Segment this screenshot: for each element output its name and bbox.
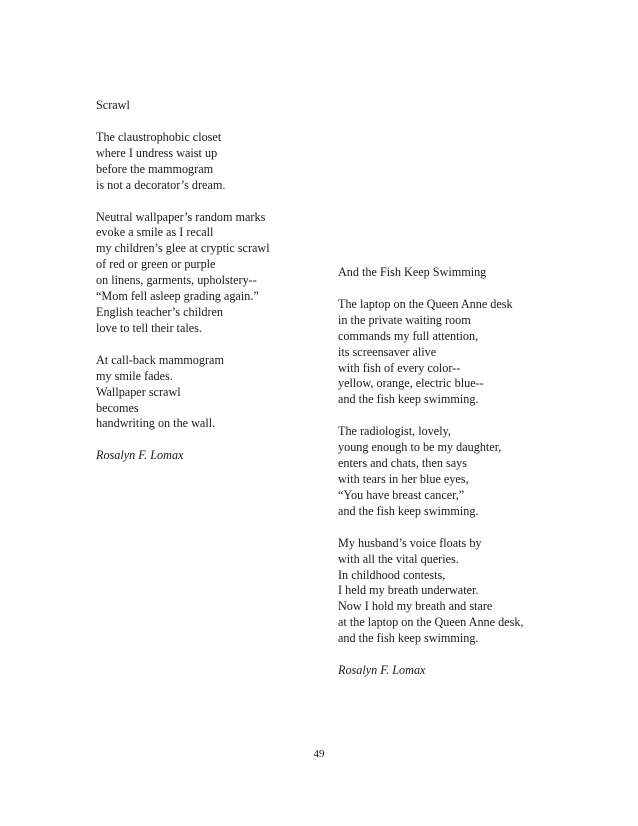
poem-line: Wallpaper scrawl [96,384,181,399]
poem-and-the-fish-keep-swimming [338,265,598,679]
poem-line: and the fish keep swimming. [338,392,479,407]
poem-line: with all the vital queries. [338,551,459,566]
poem-line: where I undress waist up [96,145,218,160]
poem-line: yellow, orange, electric blue-- [338,376,484,391]
poem-line: commands my full attention, [338,328,479,343]
poem-line: “Mom fell asleep grading again.” [96,289,259,304]
poem-line: young enough to be my daughter, [338,440,502,455]
poem-line: The laptop on the Queen Anne desk [338,296,513,311]
poem-line: Neutral wallpaper’s random marks [96,209,266,224]
poem-line: My husband’s voice floats by [338,535,482,550]
poem-line: evoke a smile as I recall [96,225,214,240]
poem-scrawl [96,98,326,464]
poem-line: my children’s glee at cryptic scrawl [96,241,270,256]
poem-line: enters and chats, then says [338,456,467,471]
poem-line: handwriting on the wall. [96,416,216,431]
poem-line: becomes [96,400,139,415]
poem-line: Now I hold my breath and stare [338,599,493,614]
poem-line: “You have breast cancer,” [338,487,465,502]
poem-line: its screensaver alive [338,344,437,359]
poem-line: of red or green or purple [96,257,216,272]
poem-line: At call-back mammogram [96,352,224,367]
poem-line: on linens, garments, upholstery-- [96,273,257,288]
page-number: 49 [313,748,325,760]
stanza [338,424,598,519]
poem-author: Rosalyn F. Lomax [338,663,426,678]
stanza [96,210,326,337]
poem-line: The claustrophobic closet [96,129,222,144]
stanza [96,353,326,433]
poem-title: Scrawl [96,98,130,112]
poem-line: and the fish keep swimming. [338,631,479,646]
poem-author: Rosalyn F. Lomax [96,448,184,463]
poem-line: love to tell their tales. [96,320,202,335]
poem-line: at the laptop on the Queen Anne desk, [338,615,524,630]
poem-line: In childhood contests, [338,567,446,582]
poem-line: my smile fades. [96,368,173,383]
poem-title: And the Fish Keep Swimming [338,265,487,279]
poem-line: with tears in her blue eyes, [338,471,469,486]
poem-line: before the mammogram [96,161,214,176]
poem-line: and the fish keep swimming. [338,503,479,518]
stanza [338,536,598,647]
poem-line: English teacher’s children [96,304,224,319]
poem-line: The radiologist, lovely, [338,424,451,439]
stanza [96,130,326,194]
poem-line: I held my breath underwater. [338,583,479,598]
poem-line: is not a decorator’s dream. [96,177,226,192]
poem-line: in the private waiting room [338,312,471,327]
poem-line: with fish of every color-- [338,360,461,375]
stanza [338,297,598,408]
